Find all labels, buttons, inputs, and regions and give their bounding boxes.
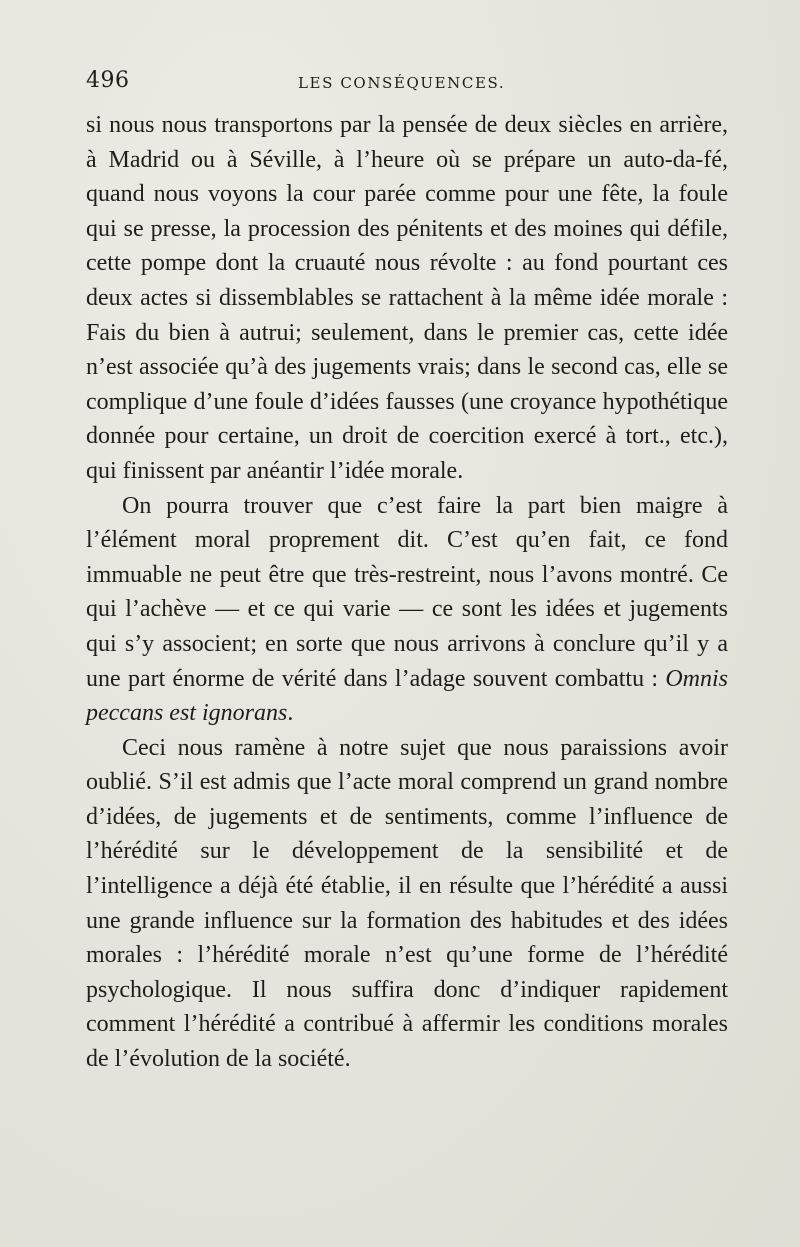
paragraph-end: . bbox=[287, 700, 294, 727]
page-header bbox=[86, 68, 726, 102]
paragraph-text: On pourra trouver que c’est faire la part bien maigre à l’élément moral proprement dit. C’est qu’en fait, ce fond immuable ne peut être que très-restreint, nous l’avons montré. Ce qui l’achève — et ce qui varie — ce sont les idées et jugements qui s’y associent; en sorte que nous arrivons à conclure qu’il y a une part énorme de vérité dans l’adage souvent combattu : bbox=[86, 492, 728, 692]
latin-quote: Omnis peccans est ignorans bbox=[86, 665, 728, 727]
paragraph bbox=[86, 489, 728, 731]
running-head: LES CONSÉQUENCES. bbox=[298, 74, 506, 92]
paragraph-continued: si nous nous transportons par la pensée de deux siècles en arrière, à Madrid ou à Séville, à l’heure où se prépare un auto-da-fé, quand nous voyons la cour parée comme pour une fête, la foule qui se presse, la procession des pénitents et des moines qui défile, cette pompe dont la cruauté nous révolte : au fond pourtant ces deux actes si dissemblables se rattachent à la même idée morale : Fais du bien à autrui; seulement, dans le premier cas, cette idée n’est associée qu’à des jugements vrais; dans le second cas, elle se complique d’une foule d’idées fausses (une croyance hypothétique donnée pour certaine, un droit de coercition exercé à tort., etc.), qui finissent par anéantir l’idée morale. bbox=[86, 112, 728, 484]
page-number: 496 bbox=[86, 68, 130, 93]
body-text bbox=[86, 108, 728, 1077]
paragraph: Ceci nous ramène à notre sujet que nous paraissions avoir oublié. S’il est admis que l’acte moral comprend un grand nombre d’idées, de jugements et de sentiments, comme l’influence de l’hérédité sur le développement de la sensibilité et de l’intelligence a déjà été établie, il en résulte que l’hérédité a aussi une grande influence sur la formation des habitudes et des idées morales : l’hérédité morale n’est qu’une forme de l’hérédité psychologique. Il nous suffira donc d’indiquer rapidement comment l’hérédité a contribué à affermir les conditions morales de l’évolution de la société. bbox=[86, 734, 728, 1073]
